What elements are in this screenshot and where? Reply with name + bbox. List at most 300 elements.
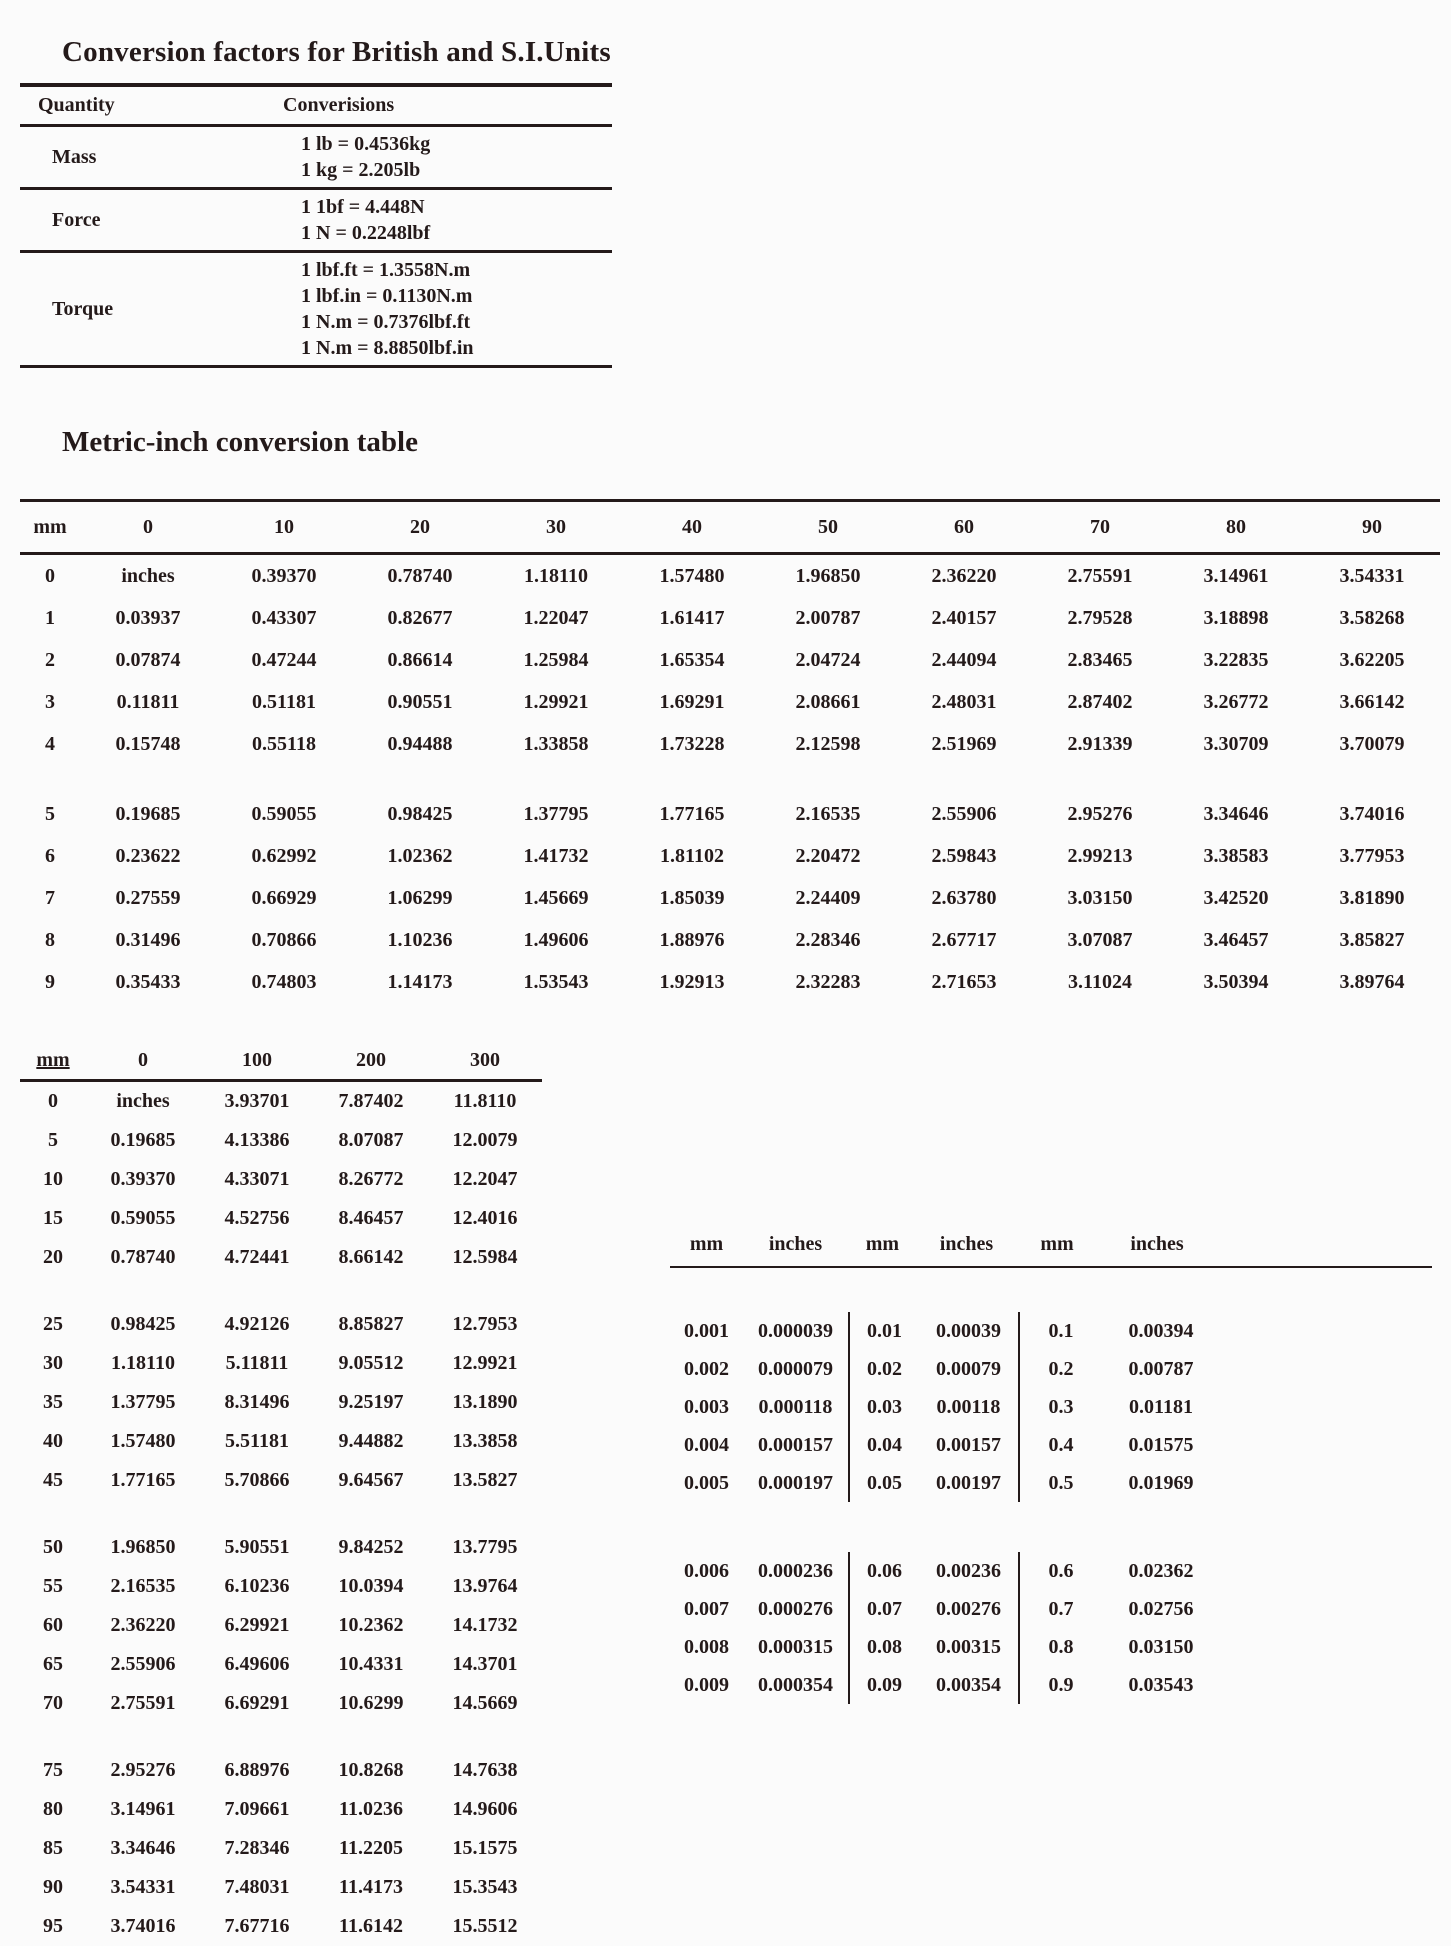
value-cell: 1.96850 <box>110 1536 176 1558</box>
inches-value: 0.000039 <box>757 1319 833 1342</box>
column-header: mm <box>20 1041 86 1081</box>
inches-value: 0.00354 <box>935 1673 1001 1696</box>
value-cell: 2.36220 <box>931 564 997 587</box>
value-cell: 4.52756 <box>224 1207 290 1229</box>
value-cell: 11.2205 <box>339 1837 403 1859</box>
mm-value: 0.07 <box>866 1597 902 1620</box>
value-cell: 3.93701 <box>224 1090 290 1112</box>
table-row <box>20 1907 542 1946</box>
row-group-gap <box>20 1277 542 1305</box>
value-cell: 0.78740 <box>110 1246 176 1268</box>
value-cell: 2.12598 <box>795 732 861 755</box>
value-cell: 0.27559 <box>115 886 181 909</box>
conversion-row <box>20 126 612 189</box>
quantity-column-header: Quantity <box>20 85 283 126</box>
row-header-cell: 9 <box>45 970 55 993</box>
value-cell: 2.75591 <box>110 1692 176 1714</box>
value-cell: 1.37795 <box>523 802 589 825</box>
value-cell: 1.02362 <box>387 844 453 867</box>
row-header-cell: 3 <box>45 690 55 713</box>
value-cell: 2.40157 <box>931 606 997 629</box>
inches-value: 0.00394 <box>1128 1319 1194 1342</box>
inches-value: 0.000276 <box>757 1597 833 1620</box>
mm-0-90-conversion-table <box>20 499 1440 1003</box>
inches-column-header: inches <box>939 1233 994 1255</box>
inches-value: 0.02756 <box>1128 1597 1194 1620</box>
value-cell: 2.87402 <box>1067 690 1133 713</box>
value-cell: 5.90551 <box>224 1536 290 1558</box>
inches-value: 0.00157 <box>935 1433 1001 1456</box>
value-cell: 4.72441 <box>224 1246 290 1268</box>
table-row <box>20 1383 542 1422</box>
pair-row <box>670 1590 848 1628</box>
inches-column-header: inches <box>1130 1233 1184 1255</box>
conversion-row <box>20 252 612 367</box>
decimal-row-group <box>670 1552 1432 1704</box>
value-cell: 3.30709 <box>1203 732 1269 755</box>
value-cell: 0.62992 <box>251 844 317 867</box>
value-cell: 14.9606 <box>452 1798 518 1820</box>
table-row <box>20 1645 542 1684</box>
value-cell: 2.00787 <box>795 606 861 629</box>
mm-value: 0.003 <box>683 1395 729 1418</box>
row-header-cell: 80 <box>43 1798 63 1820</box>
row-header-cell: 70 <box>43 1692 63 1714</box>
value-cell: 0.39370 <box>251 564 317 587</box>
value-cell: 0.19685 <box>115 802 181 825</box>
conversion-line: 1 lbf.in = 0.1130N.m <box>301 285 473 307</box>
table-row <box>20 554 1440 598</box>
mm-value: 0.01 <box>866 1319 902 1342</box>
value-cell: 0.31496 <box>115 928 181 951</box>
value-cell: inches <box>116 1090 170 1112</box>
pair-row <box>670 1628 848 1666</box>
value-cell: 1.49606 <box>523 928 589 951</box>
value-cell: 0.59055 <box>110 1207 176 1229</box>
pair-header <box>1016 1233 1430 1256</box>
value-cell: 9.44882 <box>338 1430 404 1452</box>
value-cell: 10.8268 <box>338 1759 404 1781</box>
conversion-line: 1 kg = 2.205lb <box>301 159 421 181</box>
table-row <box>20 639 1440 681</box>
pair-row <box>850 1388 1018 1426</box>
value-cell: 4.13386 <box>224 1129 290 1151</box>
value-cell: 1.77165 <box>659 802 725 825</box>
conversion-factors-table <box>20 83 612 368</box>
pair-row <box>1020 1552 1432 1590</box>
column-header: 0 <box>86 1041 200 1081</box>
value-cell: 2.71653 <box>931 970 997 993</box>
value-cell: 2.08661 <box>795 690 861 713</box>
value-cell: 3.14961 <box>1203 564 1269 587</box>
value-cell: 1.85039 <box>659 886 725 909</box>
value-cell: 0.47244 <box>251 648 317 671</box>
pair-header <box>848 1233 1016 1256</box>
value-cell: 2.44094 <box>931 648 997 671</box>
mm-value: 0.006 <box>683 1559 729 1582</box>
table-row <box>20 919 1440 961</box>
column-header: 60 <box>896 501 1032 554</box>
value-cell: 2.95276 <box>110 1759 176 1781</box>
value-cell: 12.9921 <box>452 1352 518 1374</box>
inches-value: 0.000118 <box>758 1395 833 1418</box>
mm-0-300-header-row <box>20 1041 542 1081</box>
value-cell: 1.18110 <box>111 1352 175 1374</box>
conversion-line: 1 lb = 0.4536kg <box>301 133 431 155</box>
value-cell: 3.11024 <box>1068 970 1132 993</box>
value-cell: 0.74803 <box>251 970 317 993</box>
pair-row <box>1020 1388 1432 1426</box>
value-cell: 1.10236 <box>387 928 453 951</box>
metric-inch-title: Metric-inch conversion table <box>62 426 418 458</box>
table-row <box>20 1684 542 1723</box>
row-header-cell: 25 <box>43 1313 63 1335</box>
value-cell: 15.3543 <box>452 1876 518 1898</box>
mm-value: 0.3 <box>1048 1395 1074 1418</box>
inches-value: 0.00118 <box>936 1395 1001 1418</box>
value-cell: 0.98425 <box>110 1313 176 1335</box>
value-cell: 1.96850 <box>795 564 861 587</box>
value-cell: 10.0394 <box>338 1575 404 1597</box>
value-cell: 14.1732 <box>452 1614 518 1636</box>
value-cell: 2.95276 <box>1067 802 1133 825</box>
pair-row <box>670 1666 848 1704</box>
value-cell: 0.94488 <box>387 732 453 755</box>
inches-value: 0.01969 <box>1128 1471 1194 1494</box>
mm-value: 0.001 <box>683 1319 729 1342</box>
value-cell: 7.67716 <box>224 1915 290 1937</box>
value-cell: 10.4331 <box>338 1653 404 1675</box>
pair-row <box>670 1388 848 1426</box>
mm-value: 0.03 <box>866 1395 902 1418</box>
row-header-cell: 95 <box>43 1915 63 1937</box>
value-cell: 10.6299 <box>338 1692 404 1714</box>
row-header-cell: 0 <box>45 564 55 587</box>
column-header: 40 <box>624 501 760 554</box>
column-header: mm <box>20 501 80 554</box>
mm-value: 0.2 <box>1048 1357 1074 1380</box>
value-cell: 1.37795 <box>110 1391 176 1413</box>
value-cell: 3.38583 <box>1203 844 1269 867</box>
pair-column <box>670 1552 848 1704</box>
value-cell: 1.57480 <box>110 1430 176 1452</box>
row-header-cell: 4 <box>45 732 55 755</box>
pair-column <box>1018 1552 1432 1704</box>
value-cell: 0.07874 <box>115 648 181 671</box>
value-cell: 11.8110 <box>453 1090 517 1112</box>
value-cell: 1.65354 <box>659 648 725 671</box>
inches-value: 0.000157 <box>757 1433 833 1456</box>
column-header: 80 <box>1168 501 1304 554</box>
value-cell: 12.4016 <box>452 1207 518 1229</box>
value-cell: 2.32283 <box>795 970 861 993</box>
row-header-cell: 50 <box>43 1536 63 1558</box>
pair-column <box>848 1552 1018 1704</box>
value-cell: 13.5827 <box>452 1469 518 1491</box>
row-header-cell: 1 <box>45 606 55 629</box>
decimal-mm-conversion-table <box>670 1233 1432 1704</box>
pair-row <box>670 1312 848 1350</box>
column-header: 200 <box>314 1041 428 1081</box>
column-header: 20 <box>352 501 488 554</box>
value-cell: 12.7953 <box>452 1313 518 1335</box>
value-cell: 2.51969 <box>931 732 997 755</box>
value-cell: 3.70079 <box>1339 732 1405 755</box>
mm-value: 0.08 <box>866 1635 902 1658</box>
pair-header <box>670 1233 848 1256</box>
value-cell: 1.53543 <box>523 970 589 993</box>
value-cell: 15.1575 <box>452 1837 518 1859</box>
table-row <box>20 597 1440 639</box>
row-header-cell: 65 <box>43 1653 63 1675</box>
value-cell: 3.50394 <box>1203 970 1269 993</box>
pair-row <box>850 1628 1018 1666</box>
pair-row <box>850 1464 1018 1502</box>
bottom-tables-area <box>20 1041 1451 1946</box>
row-header-cell: 90 <box>43 1876 63 1898</box>
gap-cell <box>20 1277 542 1305</box>
table-row <box>20 1461 542 1500</box>
mm-value: 0.05 <box>866 1471 902 1494</box>
value-cell: 11.4173 <box>339 1876 403 1898</box>
value-cell: 3.74016 <box>110 1915 176 1937</box>
value-cell: 1.45669 <box>523 886 589 909</box>
mm-0-90-header-row <box>20 501 1440 554</box>
value-cell: 1.06299 <box>387 886 453 909</box>
value-cell: 12.0079 <box>452 1129 518 1151</box>
conversion-line: 1 1bf = 4.448N <box>301 196 425 218</box>
value-cell: 9.05512 <box>338 1352 404 1374</box>
value-cell: 3.85827 <box>1339 928 1405 951</box>
value-cell: 3.03150 <box>1067 886 1133 909</box>
conversions-cell <box>283 252 612 367</box>
conversion-factors-header-row <box>20 85 612 126</box>
value-cell: 2.24409 <box>795 886 861 909</box>
value-cell: 11.0236 <box>339 1798 403 1820</box>
value-cell: 1.14173 <box>387 970 453 993</box>
conversions-column-header: Converisions <box>283 85 612 126</box>
pair-row <box>670 1552 848 1590</box>
mm-value: 0.007 <box>683 1597 729 1620</box>
pair-row <box>850 1350 1018 1388</box>
row-group-gap <box>20 1500 542 1528</box>
row-header-cell: 8 <box>45 928 55 951</box>
row-header-cell: 15 <box>43 1207 63 1229</box>
table-row <box>20 961 1440 1003</box>
value-cell: inches <box>121 564 175 587</box>
value-cell: 3.54331 <box>1339 564 1405 587</box>
row-header-cell: 20 <box>43 1246 63 1268</box>
value-cell: 3.77953 <box>1339 844 1405 867</box>
value-cell: 8.07087 <box>338 1129 404 1151</box>
mm-value: 0.002 <box>683 1357 729 1380</box>
table-row <box>20 1160 542 1199</box>
table-row <box>20 723 1440 765</box>
mm-value: 0.4 <box>1048 1433 1074 1456</box>
value-cell: 6.88976 <box>224 1759 290 1781</box>
pair-row <box>850 1426 1018 1464</box>
decimal-table-header-row <box>670 1233 1432 1268</box>
value-cell: 2.63780 <box>931 886 997 909</box>
inches-value: 0.000236 <box>757 1559 833 1582</box>
row-header-cell: 5 <box>45 802 55 825</box>
value-cell: 2.04724 <box>795 648 861 671</box>
mm-column-header: mm <box>865 1233 900 1255</box>
pair-column <box>670 1312 848 1502</box>
value-cell: 2.28346 <box>795 928 861 951</box>
value-cell: 1.33858 <box>523 732 589 755</box>
value-cell: 3.81890 <box>1339 886 1405 909</box>
value-cell: 0.15748 <box>115 732 181 755</box>
quantity-cell: Mass <box>52 145 97 168</box>
inches-value: 0.000079 <box>757 1357 833 1380</box>
value-cell: 0.43307 <box>251 606 317 629</box>
value-cell: 1.73228 <box>659 732 725 755</box>
value-cell: 0.59055 <box>251 802 317 825</box>
value-cell: 3.14961 <box>110 1798 176 1820</box>
mm-value: 0.06 <box>866 1559 902 1582</box>
value-cell: 11.6142 <box>339 1915 403 1937</box>
value-cell: 14.7638 <box>452 1759 518 1781</box>
value-cell: 3.34646 <box>110 1837 176 1859</box>
inches-value: 0.00787 <box>1128 1357 1194 1380</box>
value-cell: 6.49606 <box>224 1653 290 1675</box>
mm-value: 0.009 <box>683 1673 729 1696</box>
pair-row <box>1020 1350 1432 1388</box>
table-row <box>20 681 1440 723</box>
value-cell: 13.9764 <box>452 1575 518 1597</box>
inches-value: 0.03150 <box>1128 1635 1194 1658</box>
column-header: 100 <box>200 1041 314 1081</box>
inches-value: 0.01575 <box>1128 1433 1194 1456</box>
decimal-table-body <box>670 1312 1432 1704</box>
inches-value: 0.02362 <box>1128 1559 1194 1582</box>
row-header-cell: 30 <box>43 1352 63 1374</box>
mm-value: 0.008 <box>683 1635 729 1658</box>
inches-value: 0.000354 <box>757 1673 833 1696</box>
column-header: 70 <box>1032 501 1168 554</box>
value-cell: 1.25984 <box>523 648 589 671</box>
value-cell: 0.66929 <box>251 886 317 909</box>
value-cell: 2.91339 <box>1067 732 1133 755</box>
table-row <box>20 1606 542 1645</box>
column-header: 50 <box>760 501 896 554</box>
value-cell: 8.31496 <box>224 1391 290 1413</box>
value-cell: 1.81102 <box>660 844 724 867</box>
value-cell: 0.55118 <box>252 732 316 755</box>
value-cell: 3.58268 <box>1339 606 1405 629</box>
value-cell: 7.09661 <box>224 1798 290 1820</box>
pair-row <box>670 1350 848 1388</box>
table-row <box>20 1422 542 1461</box>
row-header-cell: 0 <box>48 1090 58 1112</box>
value-cell: 0.98425 <box>387 802 453 825</box>
value-cell: 2.67717 <box>931 928 997 951</box>
value-cell: 6.10236 <box>224 1575 290 1597</box>
value-cell: 0.35433 <box>115 970 181 993</box>
value-cell: 0.51181 <box>252 690 316 713</box>
value-cell: 1.57480 <box>659 564 725 587</box>
value-cell: 5.51181 <box>225 1430 289 1452</box>
value-cell: 2.55906 <box>110 1653 176 1675</box>
value-cell: 5.11811 <box>225 1352 289 1374</box>
value-cell: 13.3858 <box>452 1430 518 1452</box>
mm-value: 0.02 <box>866 1357 902 1380</box>
value-cell: 0.70866 <box>251 928 317 951</box>
pair-row <box>850 1552 1018 1590</box>
row-header-cell: 75 <box>43 1759 63 1781</box>
conversions-cell <box>283 189 612 252</box>
conversion-row <box>20 189 612 252</box>
row-header-cell: 60 <box>43 1614 63 1636</box>
value-cell: 0.19685 <box>110 1129 176 1151</box>
mm-column-header: mm <box>1040 1233 1074 1255</box>
table-row <box>20 1751 542 1790</box>
row-header-cell: 7 <box>45 886 55 909</box>
value-cell: 4.33071 <box>224 1168 290 1190</box>
table-row <box>20 1567 542 1606</box>
inches-value: 0.00276 <box>935 1597 1001 1620</box>
value-cell: 1.29921 <box>523 690 589 713</box>
value-cell: 3.54331 <box>110 1876 176 1898</box>
table-row <box>20 1868 542 1907</box>
inches-value: 0.01181 <box>1129 1395 1193 1418</box>
value-cell: 1.92913 <box>659 970 725 993</box>
value-cell: 4.92126 <box>224 1313 290 1335</box>
gap-cell <box>20 765 1440 793</box>
value-cell: 5.70866 <box>224 1469 290 1491</box>
value-cell: 0.23622 <box>115 844 181 867</box>
pair-row <box>1020 1312 1432 1350</box>
value-cell: 0.11811 <box>116 690 180 713</box>
pair-row <box>850 1666 1018 1704</box>
pair-row <box>670 1426 848 1464</box>
mm-column-header: mm <box>689 1233 724 1255</box>
value-cell: 3.07087 <box>1067 928 1133 951</box>
mm-value: 0.1 <box>1048 1319 1074 1342</box>
metric-inch-section <box>20 426 1451 1946</box>
table-row <box>20 1121 542 1160</box>
value-cell: 6.29921 <box>224 1614 290 1636</box>
value-cell: 2.48031 <box>931 690 997 713</box>
value-cell: 2.59843 <box>931 844 997 867</box>
inches-value: 0.03543 <box>1128 1673 1194 1696</box>
mm-value: 0.9 <box>1048 1673 1074 1696</box>
mm-value: 0.7 <box>1048 1597 1074 1620</box>
table-row <box>20 1305 542 1344</box>
row-header-cell: 6 <box>45 844 55 867</box>
value-cell: 1.18110 <box>524 564 588 587</box>
value-cell: 6.69291 <box>224 1692 290 1714</box>
pair-row <box>850 1590 1018 1628</box>
pair-row <box>670 1464 848 1502</box>
value-cell: 13.1890 <box>452 1391 518 1413</box>
value-cell: 1.69291 <box>659 690 725 713</box>
mm-value: 0.5 <box>1048 1471 1074 1494</box>
value-cell: 8.46457 <box>338 1207 404 1229</box>
conversion-line: 1 N.m = 8.8850lbf.in <box>301 337 474 359</box>
gap-cell <box>20 1500 542 1528</box>
inches-value: 0.000197 <box>757 1471 833 1494</box>
inches-value: 0.00197 <box>935 1471 1001 1494</box>
pair-column <box>848 1312 1018 1502</box>
value-cell: 3.34646 <box>1203 802 1269 825</box>
row-group-gap <box>20 1723 542 1751</box>
inches-value: 0.000315 <box>757 1635 833 1658</box>
table-row <box>20 1081 542 1122</box>
table-row <box>20 1829 542 1868</box>
value-cell: 7.48031 <box>224 1876 290 1898</box>
